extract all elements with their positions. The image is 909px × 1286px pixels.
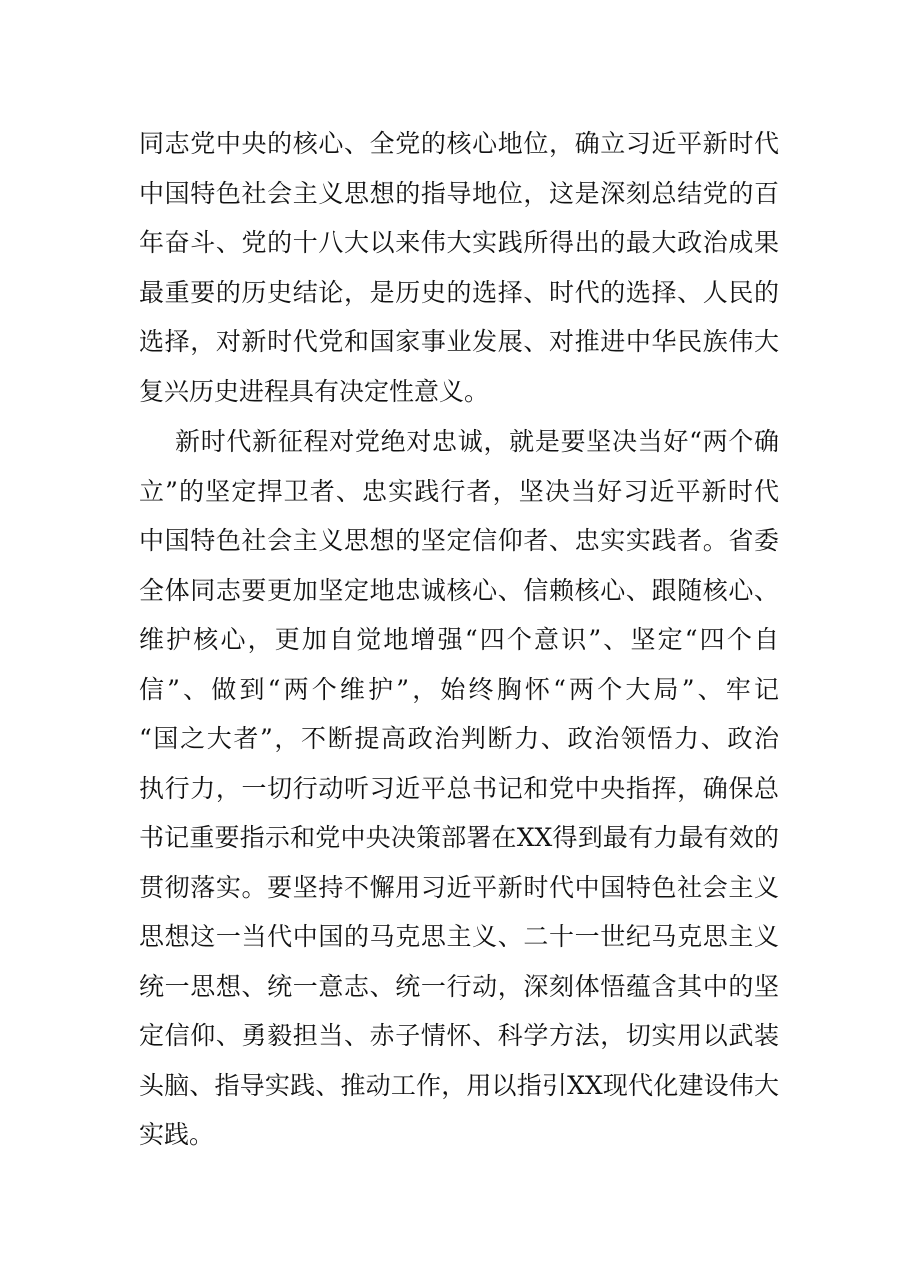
paragraph-2-line-1: 新时代新征程对党绝对忠诚，就是要坚决当好“两个确 bbox=[175, 427, 779, 456]
paragraph-2-line-14: 头脑、指导实践、推动工作，用以指引XX现代化建设伟大 bbox=[139, 1071, 779, 1100]
paragraph-2-line-9: 书记重要指示和党中央决策部署在XX得到最有力最有效的 bbox=[139, 823, 779, 852]
paragraph-2-line-11: 思想这一当代中国的马克思主义、二十一世纪马克思主义 bbox=[139, 922, 779, 951]
paragraph-2-line-4: 全体同志要更加坚定地忠诚核心、信赖核心、跟随核心、 bbox=[139, 576, 779, 605]
paragraph-2-line-5: 维护核心，更加自觉地增强“四个意识”、坚定“四个自 bbox=[139, 625, 779, 654]
paragraph-1-line-3: 年奋斗、党的十八大以来伟大实践所得出的最大政治成果 bbox=[139, 228, 779, 257]
paragraph-2-line-8: 执行力，一切行动听习近平总书记和党中央指挥，确保总 bbox=[139, 774, 779, 803]
paragraph-1-line-2: 中国特色社会主义思想的指导地位，这是深刻总结党的百 bbox=[139, 179, 779, 208]
paragraph-1-line-1: 同志党中央的核心、全党的核心地位，确立习近平新时代 bbox=[139, 129, 779, 158]
paragraph-2-line-2: 立”的坚定捍卫者、忠实践行者，坚决当好习近平新时代 bbox=[139, 477, 779, 506]
paragraph-1-line-5: 选择，对新时代党和国家事业发展、对推进中华民族伟大 bbox=[139, 327, 779, 356]
paragraph-2-line-10: 贯彻落实。要坚持不懈用习近平新时代中国特色社会主义 bbox=[139, 873, 779, 902]
paragraph-2-line-15: 实践。 bbox=[139, 1120, 215, 1149]
paragraph-2-line-3: 中国特色社会主义思想的坚定信仰者、忠实实践者。省委 bbox=[139, 526, 779, 555]
paragraph-1-line-6: 复兴历史进程具有决定性意义。 bbox=[139, 377, 490, 406]
paragraph-2-line-6: 信”、做到“两个维护”，始终胸怀“两个大局”、牢记 bbox=[139, 675, 779, 704]
paragraph-2-line-13: 定信仰、勇毅担当、赤子情怀、科学方法，切实用以武装 bbox=[139, 1021, 779, 1050]
paragraph-1-line-4: 最重要的历史结论，是历史的选择、时代的选择、人民的 bbox=[139, 278, 779, 307]
paragraph-2-line-12: 统一思想、统一意志、统一行动，深刻体悟蕴含其中的坚 bbox=[139, 972, 779, 1001]
paragraph-2-line-7: “国之大者”，不断提高政治判断力、政治领悟力、政治 bbox=[139, 724, 779, 753]
